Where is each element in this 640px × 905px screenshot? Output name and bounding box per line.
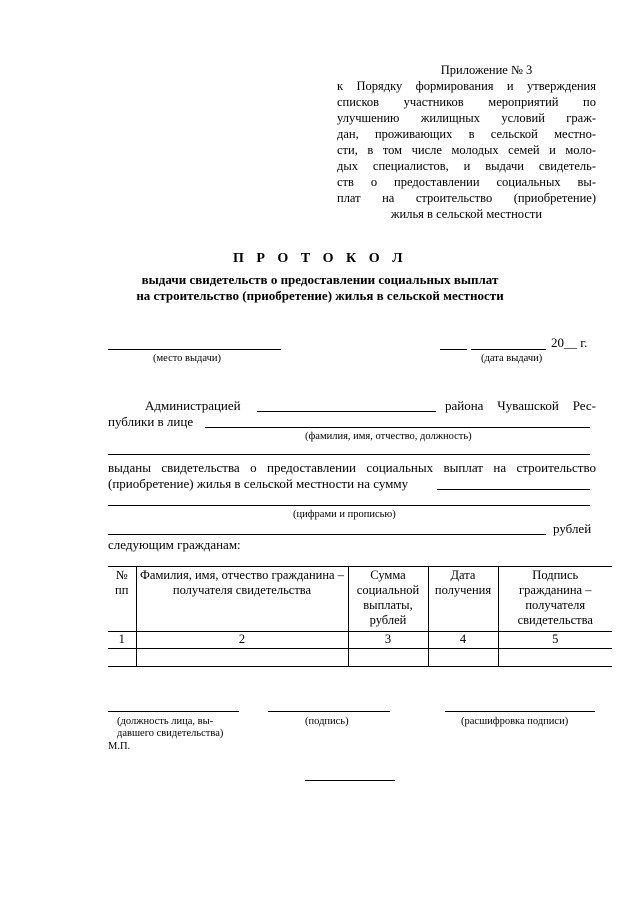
signature-caption: (подпись) bbox=[305, 716, 349, 727]
appendix-line: дых специалистов, и выдачи свидетель- bbox=[337, 159, 596, 173]
table-cell[interactable] bbox=[108, 649, 136, 667]
position-caption-2: давшего свидетельства) bbox=[117, 728, 224, 739]
appendix-title: Приложение № 3 bbox=[440, 63, 533, 77]
rubles-text: рублей bbox=[553, 521, 592, 536]
appendix-line: ств о предоставлении социальных вы- bbox=[337, 175, 596, 189]
date-caption: (дата выдачи) bbox=[481, 353, 543, 364]
issued-text: выданы свидетельства о предоставлении социальных выплат на строительство bbox=[108, 460, 596, 475]
fio-caption: (фамилия, имя, отчество, должность) bbox=[305, 431, 472, 442]
table-number-cell: 3 bbox=[348, 632, 428, 649]
admin-field-line[interactable] bbox=[257, 411, 436, 412]
table-number-cell: 2 bbox=[136, 632, 348, 649]
appendix-line: улучшению жилищных условий граж- bbox=[337, 111, 596, 125]
position-field-line[interactable] bbox=[108, 711, 239, 712]
sum-caption: (цифрами и прописью) bbox=[293, 509, 396, 520]
table-header-cell: Фамилия, имя, отчество гражданина – получателя свидетельства bbox=[136, 567, 348, 632]
republic-text: публики в лице bbox=[108, 414, 194, 429]
place-caption: (место выдачи) bbox=[153, 353, 222, 364]
table-header-cell: Дата получения bbox=[428, 567, 498, 632]
appendix-line: списков участников мероприятий по bbox=[337, 95, 596, 109]
appendix-block bbox=[337, 62, 596, 222]
table-number-cell: 5 bbox=[498, 632, 612, 649]
protocol-subtitle-2: на строительство (приобретение) жилья в сельской местности bbox=[136, 288, 504, 303]
appendix-line: сти, в том числе молодых семей и моло- bbox=[337, 143, 596, 157]
sum-field-line-2[interactable] bbox=[108, 505, 590, 506]
decoding-field-line[interactable] bbox=[445, 711, 595, 712]
protocol-title: П Р О Т О К О Л bbox=[232, 251, 408, 266]
table-cell[interactable] bbox=[348, 649, 428, 667]
sum-words-field-line[interactable] bbox=[108, 534, 546, 535]
housing-text: (приобретение) жилья в сельской местности на сумму bbox=[108, 476, 409, 491]
region-text: района Чувашской Рес- bbox=[445, 398, 596, 413]
table-row bbox=[108, 649, 612, 667]
table-header-cell: Подпись гражданина – получателя свидетельства bbox=[498, 567, 612, 632]
appendix-line: к Порядку формирования и утверждения bbox=[337, 79, 596, 93]
signature-field-line[interactable] bbox=[268, 711, 390, 712]
admin-word: Администрацией bbox=[145, 398, 241, 413]
day-field-line[interactable] bbox=[440, 349, 467, 350]
table-number-cell: 4 bbox=[428, 632, 498, 649]
protocol-subtitle-1: выдачи свидетельств о предоставлении социальных выплат bbox=[141, 272, 499, 287]
table-number-cell: 1 bbox=[108, 632, 136, 649]
appendix-line-last: жилья в сельской местности bbox=[390, 207, 543, 221]
citizens-text: следующим гражданам: bbox=[108, 537, 241, 552]
table-cell[interactable] bbox=[428, 649, 498, 667]
table-cell[interactable] bbox=[498, 649, 612, 667]
place-field-line[interactable] bbox=[108, 349, 281, 350]
table-cell[interactable] bbox=[136, 649, 348, 667]
stamp-label: М.П. bbox=[108, 741, 131, 752]
table-header-row bbox=[108, 567, 612, 632]
year-text: 20__ г. bbox=[551, 335, 588, 350]
fio-field-line-2[interactable] bbox=[108, 454, 590, 455]
month-field-line[interactable] bbox=[471, 349, 546, 350]
sum-field-line[interactable] bbox=[437, 489, 590, 490]
appendix-line: дан, проживающих в сельской местно- bbox=[337, 127, 596, 141]
table-header-cell: Сумма социальной выплаты, рублей bbox=[348, 567, 428, 632]
decoding-caption: (расшифровка подписи) bbox=[461, 716, 569, 727]
table-header-cell: № пп bbox=[108, 567, 136, 632]
position-caption-1: (должность лица, вы- bbox=[117, 716, 214, 727]
table-number-row bbox=[108, 632, 612, 649]
fio-field-line[interactable] bbox=[205, 427, 590, 428]
footnote-separator bbox=[305, 780, 395, 781]
appendix-line: плат на строительство (приобретение) bbox=[337, 191, 596, 205]
certificates-table bbox=[108, 566, 612, 667]
